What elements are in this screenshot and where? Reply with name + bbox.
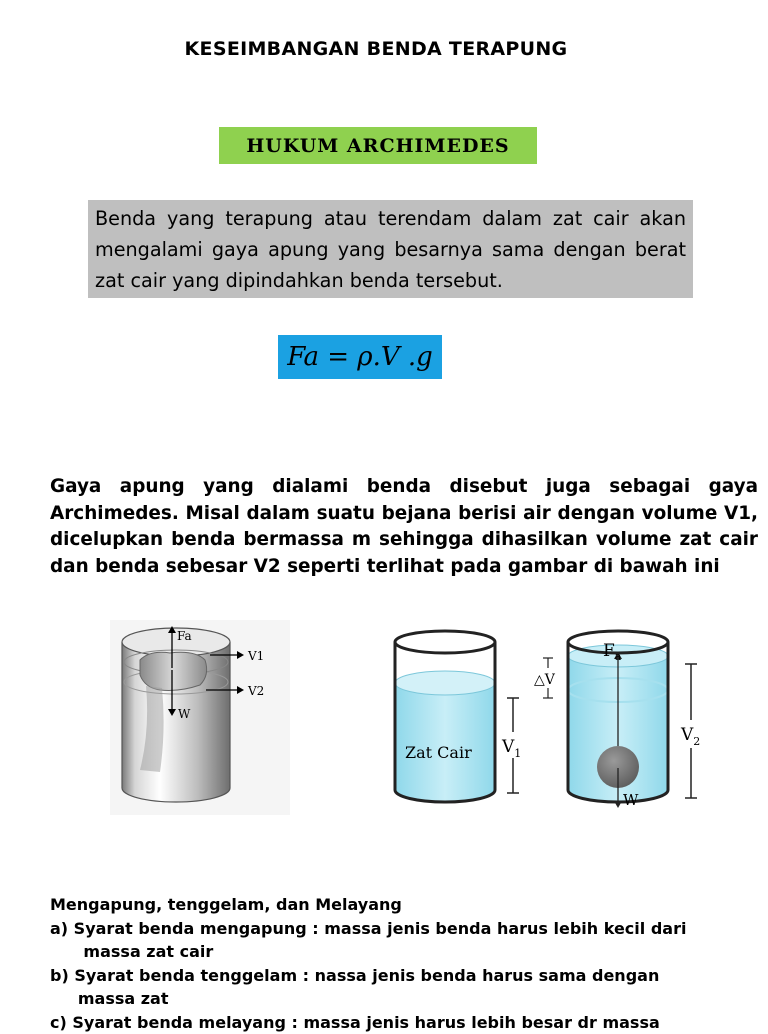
v2-label: V2	[247, 684, 264, 698]
v1-label: V1	[247, 649, 264, 663]
document-title: KESEIMBANGAN BENDA TERAPUNG	[0, 38, 752, 60]
archimedes-formula: Fa = ρ.V .g	[278, 335, 442, 379]
hukum-archimedes-label: HUKUM ARCHIMEDES	[219, 127, 537, 164]
w-right-label: W	[623, 791, 639, 809]
floating-object-figure	[110, 620, 290, 815]
definition-box: Benda yang terapung atau terendam dalam zat cair akan mengalami gaya apung yang besarnya sama dengan berat zat cair yang dipindahkan benda tersebut.	[88, 200, 693, 298]
condition-line: c) Syarat benda melayang : massa jenis harus lebih besar dr massa	[50, 1011, 750, 1034]
delta-v-label: △V	[534, 672, 556, 688]
condition-line: b) Syarat benda tenggelam : nassa jenis benda harus sama dengan	[50, 964, 750, 988]
condition-line: a) Syarat benda mengapung : massa jenis benda harus lebih kecil dari	[50, 917, 750, 941]
condition-line: massa zat cair	[50, 940, 750, 964]
v2-right-label: $V_2$	[680, 725, 700, 748]
condition-line: massa zat	[50, 987, 750, 1011]
v1-right-label: $V_1$	[501, 737, 521, 760]
fa-right-label: $F_a$	[603, 641, 622, 663]
section-heading: Mengapung, tenggelam, dan Melayang	[50, 893, 750, 917]
conditions-section	[50, 893, 750, 1034]
zat-cair-label: Zat Cair	[405, 743, 472, 762]
explanation-paragraph: Gaya apung yang dialami benda disebut juga sebagai gaya Archimedes. Misal dalam suatu bejana berisi air dengan volume V1, dicelupkan benda bermassa m sehingga dihasilkan volume zat cair dan benda sebesar V2 seperti terlihat pada gambar di bawah ini	[50, 474, 758, 580]
fa-label: Fa	[177, 629, 192, 643]
submerged-object-figure	[385, 628, 715, 813]
w-label: W	[178, 707, 191, 721]
